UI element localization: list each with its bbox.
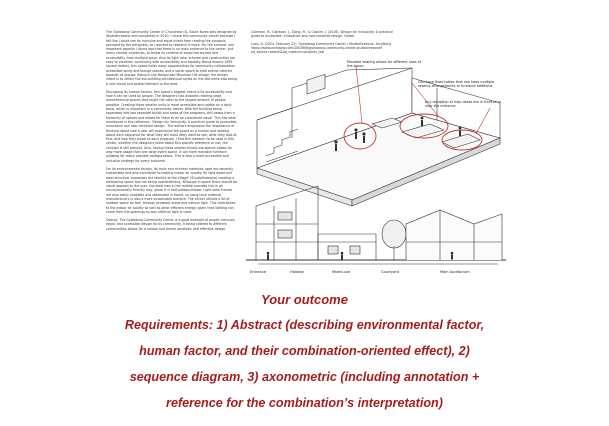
abstract-text-column (106, 30, 238, 235)
outcome-title: Your outcome (261, 292, 348, 307)
annotation-reception: Any reception or help desks are in front of or near the entrance (425, 100, 502, 109)
requirements-line: reference for the combination’s interpretation) (166, 396, 443, 410)
sequence-label-main-auditorium: Main Auditorium (440, 270, 470, 274)
reference-item: Coleman, R., Clarkson, J., Dong, H., & Cassim, J. (2016). Design for inclusivity: A practical guide to accessible, innovative and user-centered design. Gower. (251, 30, 393, 39)
sequence-section-drawing (244, 184, 508, 266)
requirements-line: Requirements: 1) Abstract (describing environmental factor, (124, 318, 485, 332)
sequence-label-mixed-use: Mixed-use (332, 270, 351, 274)
abstract-paragraph-environmental-factors: For its environmental factors, its main and minimal materials used are decently sustainable and also contribute to healthy indoor air quality. Its light wood and steel structure 'expresses the identity of the village' (Studiothreeone) creating a welcoming space and not being overwhelming. Although in space there should be visual appeals to the user, the steel tree in the middle provides this in an environmentally friendly way, given it is half outdoor/indoor. Light steel frames are also easily available and obtainable in Korea, so using local material manufacturers is also a more sustainable practice. The center utilizes a lot of outdoor space as well, through breakout areas and natural light. This contributes to the indoor air quality as well as other efficient energy: given that lighting can come from the openings so less artificial light is used. (106, 166, 238, 214)
sequence-label-hallway: Hallway (290, 270, 305, 274)
abstract-paragraph-intro: The Gyeodong Community Center in Chuncheon-Si, South Korea was designed by Studiothreeone and completed in 2020. I chose this community center because I felt like I could see its inclusive and equal intent from reading the synopsis provided by the designers, so I wanted to research it more. For the scheme, one important aspects I found was that there is no main entrance to the center, but many smaller entrances, to follow its scheme of equal hierarchies and accessibility from multiple ways. Also its light color scheme and construction are easy to visualize, continuing with accessibility and equality. Being around 1095 square meters, this space holds many opportunities for community collaboration, accessible study and lounge spaces, and a social space to hold events catered towards all groups. Being in the Bongui-san Mountain Hill village, the design intent is to reflect the surrounding architectural styles on the site while also being a new visual and spatial element to the area. (106, 30, 238, 86)
abstract-paragraph-conclusion: Overall, The Gyeodong Community Center is a good example of proper inclusive, equal, and accessible design for its community. It being catered to different communities allows for a unique and formal aesthetic and effective design. (106, 218, 236, 231)
references-block (251, 30, 401, 57)
reference-item: Luco, A. (2024, February 22). Gyeodong Community Center / Studiothreeone. ArchDaily. https://www.archdaily.com/1002606/gyeodong-community-center-studiothreeone?ad_source=search&ad_medium=projects_tab (251, 41, 392, 55)
sequence-label-courtyard: Courtyard (381, 270, 399, 274)
abstract-paragraph-human-factors: Discussing its human factors, this space's biggest intent is its accessibility and how it can be used by people. The designers had avoided creating large, overwhelming spaces that might not cater to the largest amount of people possible. Creating these smaller units is more accessible and usable on a daily basis, which is important in a community center. With the building being separated into two separate builds and areas of the programs, this keeps from a hierarchy of spaces and allows for them to all be considered equal. This has been mentioned in the reference, 'Design for inclusivity: A practical guide to accessible, innovative and user-centered design'. The authors emphasize the importance of thinking about how a user will experience the space as a human and reading about each sequence for what they will most likely want to see, what they look at first, and how they travel to each program. I find this research to be used in this center, whether the designers knew about this specific reference or not, the concept is still present. Also, having these smaller mixed-use spaces allows for way more usage than one large event space. It can have movable furniture, allowing for many possible configurations. This is also a more accessible and inclusive strategy for every outcome. (106, 89, 238, 163)
requirements-line: human factor, and their combination-oriented effect), 2) (139, 344, 470, 358)
annotation-tables: Can have fixed tables that can have multiple seating arrangements or furniture additions (418, 80, 495, 89)
section-mixed-use (318, 234, 376, 260)
section-main-auditorium (406, 210, 502, 260)
annotation-seating: Movable seating allows for different uses of the space (347, 60, 421, 69)
section-courtyard-tree (382, 220, 406, 260)
requirements-line: sequence diagram, 3) axonometric (including annotation + (129, 370, 480, 384)
section-left-building (256, 186, 318, 260)
sequence-label-entrance: Entrance (250, 270, 267, 274)
